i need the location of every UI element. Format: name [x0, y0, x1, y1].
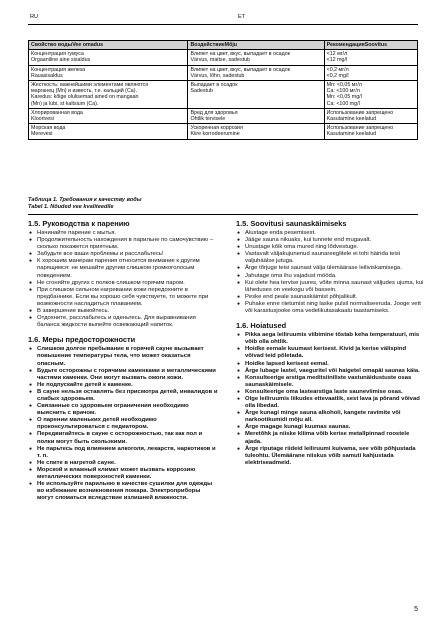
- list-item: ● Puhake enne riietumist ning laske pulsil normaliseeruda. Jooge vett või karastusjooke oma vedelikutasakaalu taastamiseks.: [236, 301, 426, 315]
- russian-column: [28, 219, 218, 508]
- list-item: ● Морской и влажный климат может вызвать коррозию металлических поверхностей каменки.: [28, 467, 218, 481]
- table-row: [29, 65, 418, 80]
- table-cell: <0,2 мг/л <0,2 mg/l: [324, 65, 417, 80]
- table-cell: <12 мг/л <12 mg/l: [324, 50, 417, 65]
- list-item: ● Jahutage oma ihu vajadust mööda.: [236, 273, 426, 280]
- list-item: ● Ärge kunagi minge sauna alkoholi, kangete ravimite või narkootikumidi mõju all.: [236, 410, 426, 424]
- list-item: ● Передвигайтесь в сауне с осторожностью, так как пол и полки могут быть скользкими.: [28, 431, 218, 445]
- table-cell: Влияет на цвет, вкус, выпадает в осадок Värvus, maitse, sadestub: [188, 50, 324, 65]
- bullet-list: [236, 230, 426, 315]
- table-cell: Выпадает в осадок Sadestub: [188, 81, 324, 109]
- list-item: ● Не спите в нагретой сауне.: [28, 460, 218, 467]
- list-item: ● Не сгоняйте других с полков слишком горячим паром.: [28, 280, 218, 287]
- bullet-list: [28, 230, 218, 329]
- table-cell: Влияет на цвет, вкус, выпадает в осадок Värvus, lõhn, sadestub: [188, 65, 324, 80]
- table-cell: Хлорированная вода Kloorivesi: [29, 108, 188, 123]
- list-item: ● Связанные со здоровьем ограничения необходимо выяснить с врачом.: [28, 403, 218, 417]
- table-cell: Жесткость: важнейшими элементами являются марганец (Mn) и известь, т.е. кальций (Ca). Karedus: kõige olulisemad ained on mangaan (Mn) ja lubi, st kaltsium (Ca).: [29, 81, 188, 109]
- list-item: ● Hoidke eemale kuumast kerisest. Kivid ja kerise välispind võivad teid põletada.: [236, 346, 426, 360]
- list-item: ● Unustage kõik oma mured ning lõdvestuge.: [236, 244, 426, 251]
- estonian-column: [236, 219, 426, 473]
- list-item: ● Meretõhk ja niiske kliima võib kerise metallpinnad roostele ajada.: [236, 431, 426, 445]
- table-cell: Использование запрещено Kasutamine keelatud: [324, 124, 417, 139]
- section-title: 1.5. Soovitusi saunaskäimiseks: [236, 219, 347, 228]
- list-item: ● Jääge sauna nikuaks, kui tunnete end mugavalt.: [236, 237, 426, 244]
- list-item: ● Отдохните, расслабьтесь и оденьтесь. Для выравнивания баланса жидкости выпейте освежающий напиток.: [28, 315, 218, 329]
- list-item: ● Забудьте все ваши проблемы и расслабьтесь!: [28, 251, 218, 258]
- table-header-cell: РекомендацияSoovitus: [324, 41, 417, 50]
- table-cell: Концентрация железа Rauasisaldus: [29, 65, 188, 80]
- table-cell: Mn: <0,05 мг/л Ca: <100 мг/л Mn: <0,05 mg/l Ca: <100 mg/l: [324, 81, 417, 109]
- section-title: 1.6. Hoiatused: [236, 321, 287, 331]
- section-title: 1.6. Меры предосторожности: [28, 335, 136, 345]
- list-item: ● При слишком сильном нагревании кожи передохните в предбаннике. Если вы хорошо себя чувствуете, то можете при возможности насладиться плаванием.: [28, 287, 218, 308]
- list-item: ● Ärge magage kunagi kuumas saunas.: [236, 424, 426, 431]
- table-cell: Ускоренная коррозия Kiire korrodeerumine: [188, 124, 324, 139]
- table-row: [29, 81, 418, 109]
- table-header-row: [29, 41, 418, 50]
- list-item: ● Olge leiliruumis liikudes ettevaatlik, sest lava ja põrand võivad olla libedad.: [236, 396, 426, 410]
- table-row: [29, 124, 418, 139]
- list-item: ● Слишком долгое пребывание в горячей сауне вызывает повышение температуры тела, что может оказаться опасным.: [28, 346, 218, 367]
- section-divider: [28, 214, 418, 215]
- list-item: ● Vastavalt väljakujunenud saunareeglitele ei tohi häirida teisi valjuhäälse jutuga.: [236, 251, 426, 265]
- list-item: ● Не используйте парильню в качестве сушилки для одежды во избежание возникновения пожара. Электроприборы могут сломаться вследствие излишней влажности.: [28, 481, 218, 502]
- table-row: [29, 108, 418, 123]
- list-item: ● Konsulteerige oma lastearstiga laste sauneviimise osas.: [236, 389, 426, 396]
- table-cell: Морская вода Merevesi: [29, 124, 188, 139]
- list-item: ● Не подпускайте детей к каменке.: [28, 382, 218, 389]
- list-item: ● О парении маленьких детей необходимо проконсультироваться с педиатором.: [28, 417, 218, 431]
- language-label-ru: RU: [30, 14, 39, 20]
- list-item: ● Ärge lubage lastel, vaeguritel või haigetel omapäi saunas käia.: [236, 368, 426, 375]
- list-item: ● Alustage enda pesemisest.: [236, 230, 426, 237]
- water-quality-table: [28, 40, 418, 140]
- table-header-cell: Свойство водыVee omadus: [29, 41, 188, 50]
- table-cell: Использование запрещено Kasutamine keelatud: [324, 108, 417, 123]
- table-caption: [28, 197, 142, 211]
- list-item: ● Peske end peale saunaskäimist põhjalikult.: [236, 294, 426, 301]
- table-cell: Концентрация гумуса Orgaaniline aine sisaldus: [29, 50, 188, 65]
- list-item: ● В сауне нельзя оставлять без присмотра детей, инвалидов и слабых здоровьем.: [28, 389, 218, 403]
- list-item: ● Начинайте парение с мытья.: [28, 230, 218, 237]
- table-caption-ru: Таблица 1. Требования к качеству воды: [28, 197, 142, 203]
- list-item: ● В завершение вымойтесь.: [28, 308, 218, 315]
- list-item: ● Продолжительность нахождения в парильне по самочувствию – сколько покажется приятным.: [28, 237, 218, 251]
- list-item: ● Будьте осторожны с горячими каменками и металлическими частями каменки. Они могут вызвать ожоги кожи.: [28, 368, 218, 382]
- section-title: 1.5. Руководства к парению: [28, 219, 130, 228]
- list-item: ● Hoidke lapsed kerisest eemal.: [236, 361, 426, 368]
- page-number: 5: [414, 606, 418, 613]
- table-header-cell: ВоздействиеMõju: [188, 41, 324, 50]
- list-item: ● Ärge tõrjuge teisi saunast välja ülemäärase leiliviskamisega.: [236, 265, 426, 272]
- list-item: ● Kui olete hea tervise juures, võite minna saunast väljudes ujuma, kui läheduses on veekogu või bassein.: [236, 280, 426, 294]
- header-divider: [28, 24, 418, 25]
- list-item: ● К хорошим манерам парения относится внимание к другим парящимся: не мешайте другим слишком громкоголосым поведением.: [28, 258, 218, 279]
- table-cell: Вред для здоровья Ohtlik tervisele: [188, 108, 324, 123]
- table-caption-et: Tabel 1. Nõuded vee kvaliteedile: [28, 204, 114, 210]
- list-item: ● Pikka aega leiliruumis viibimine tõstab keha temperatuuri, mis võib olla ohtlik.: [236, 332, 426, 346]
- language-label-et: ET: [238, 14, 246, 20]
- list-item: ● Konsulteerige arstiga meditsiiniliste vastunäidustuste osas saunaskäimisele.: [236, 375, 426, 389]
- table-row: [29, 50, 418, 65]
- bullet-list: [28, 346, 218, 502]
- list-item: ● Не парьтесь под влиянием алкоголя, лекарств, наркотиков и т. п.: [28, 446, 218, 460]
- bullet-list: [236, 332, 426, 467]
- list-item: ● Ärge riputage riideid leiliruumi kuivama, see võib põhjustada tuleohtu. Ülemäärane niiskus võib samuti kahjustada elektriseadmeid.: [236, 446, 426, 467]
